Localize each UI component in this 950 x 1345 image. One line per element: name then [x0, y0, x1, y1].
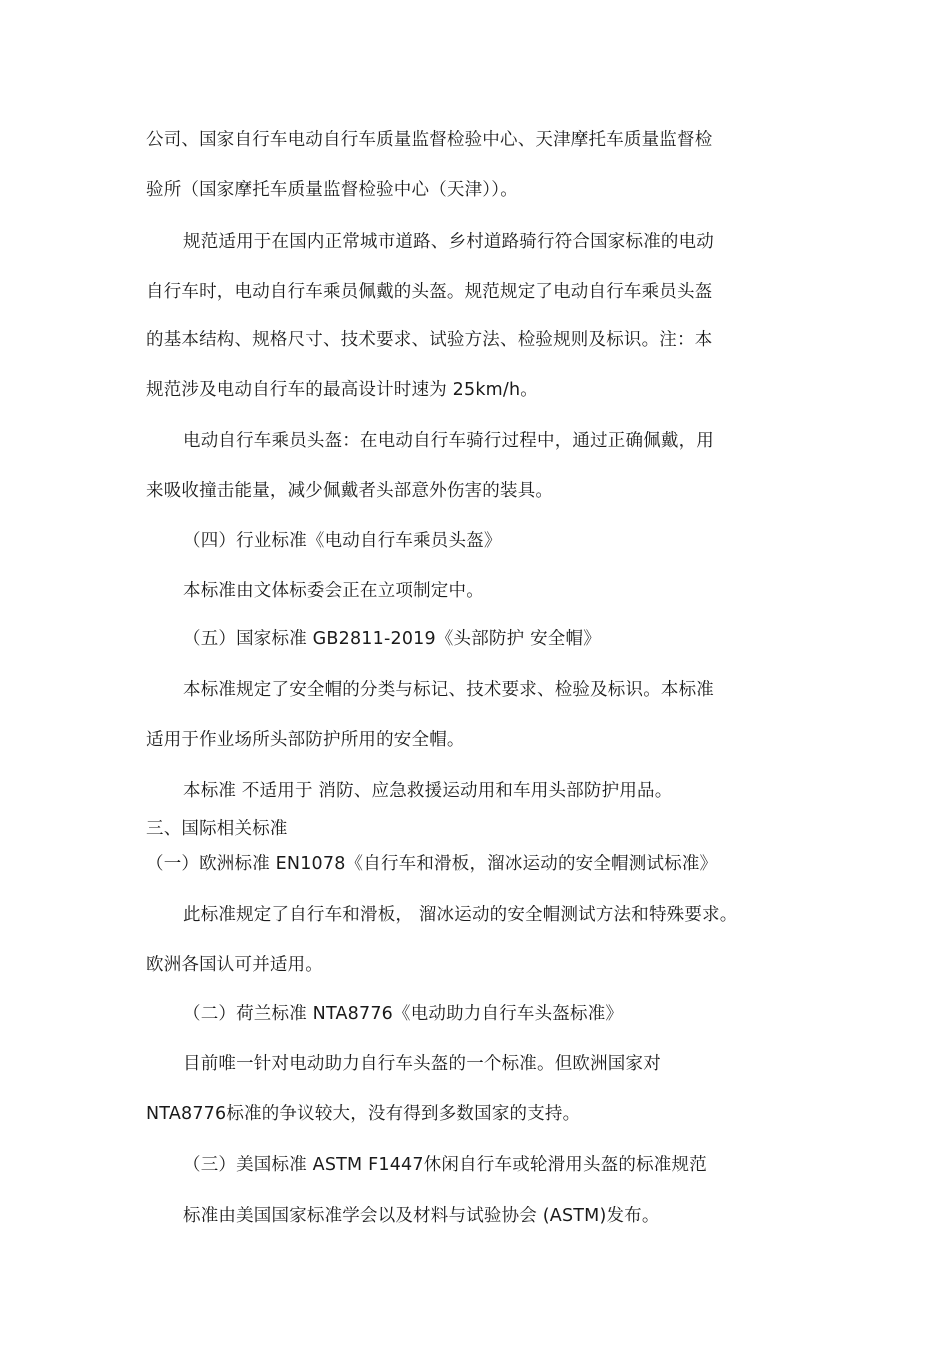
paragraph-line: 自行车时，电动自行车乘员佩戴的头盔。规范规定了电动自行车乘员头盔 — [146, 282, 713, 302]
paragraph-line: 规范涉及电动自行车的最高设计时速为 25km/h。 — [146, 380, 538, 400]
section-heading: （二）荷兰标准 NTA8776《电动助力自行车头盔标准》 — [183, 1004, 624, 1024]
section-heading: （三）美国标准 ASTM F1447休闲自行车或轮滑用头盔的标准规范 — [183, 1155, 707, 1175]
section-heading: 三、国际相关标准 — [146, 819, 288, 839]
section-heading: （一）欧洲标准 EN1078《自行车和滑板，溜冰运动的安全帽测试标准》 — [146, 854, 718, 874]
paragraph-line: 的基本结构、规格尺寸、技术要求、试验方法、检验规则及标识。注：本 — [146, 330, 713, 350]
section-heading: （四）行业标准《电动自行车乘员头盔》 — [183, 531, 502, 551]
paragraph-line: 公司、国家自行车电动自行车质量监督检验中心、天津摩托车质量监督检 — [146, 130, 713, 150]
paragraph-line: NTA8776标准的争议较大，没有得到多数国家的支持。 — [146, 1104, 581, 1124]
paragraph-line: 验所（国家摩托车质量监督检验中心（天津））。 — [146, 180, 518, 200]
paragraph-line: 此标准规定了自行车和滑板， 溜冰运动的安全帽测试方法和特殊要求。 — [183, 905, 738, 925]
paragraph-line: 目前唯一针对电动助力自行车头盔的一个标准。但欧洲国家对 — [183, 1054, 661, 1074]
paragraph-line: 电动自行车乘员头盔：在电动自行车骑行过程中，通过正确佩戴，用 — [183, 431, 714, 451]
paragraph-line: 本标准 不适用于 消防、应急救援运动用和车用头部防护用品。 — [183, 781, 673, 801]
paragraph-line: 本标准由文体标委会正在立项制定中。 — [183, 581, 484, 601]
paragraph-line: 规范适用于在国内正常城市道路、乡村道路骑行符合国家标准的电动 — [183, 232, 714, 252]
paragraph-line: 标准由美国国家标准学会以及材料与试验协会 (ASTM)发布。 — [183, 1206, 660, 1226]
paragraph-line: 本标准规定了安全帽的分类与标记、技术要求、检验及标识。本标准 — [183, 680, 714, 700]
paragraph-line: 欧洲各国认可并适用。 — [146, 955, 323, 975]
paragraph-line: 来吸收撞击能量，减少佩戴者头部意外伤害的装具。 — [146, 481, 554, 501]
section-heading: （五）国家标准 GB2811-2019《头部防护 安全帽》 — [183, 629, 601, 649]
paragraph-line: 适用于作业场所头部防护所用的安全帽。 — [146, 730, 465, 750]
